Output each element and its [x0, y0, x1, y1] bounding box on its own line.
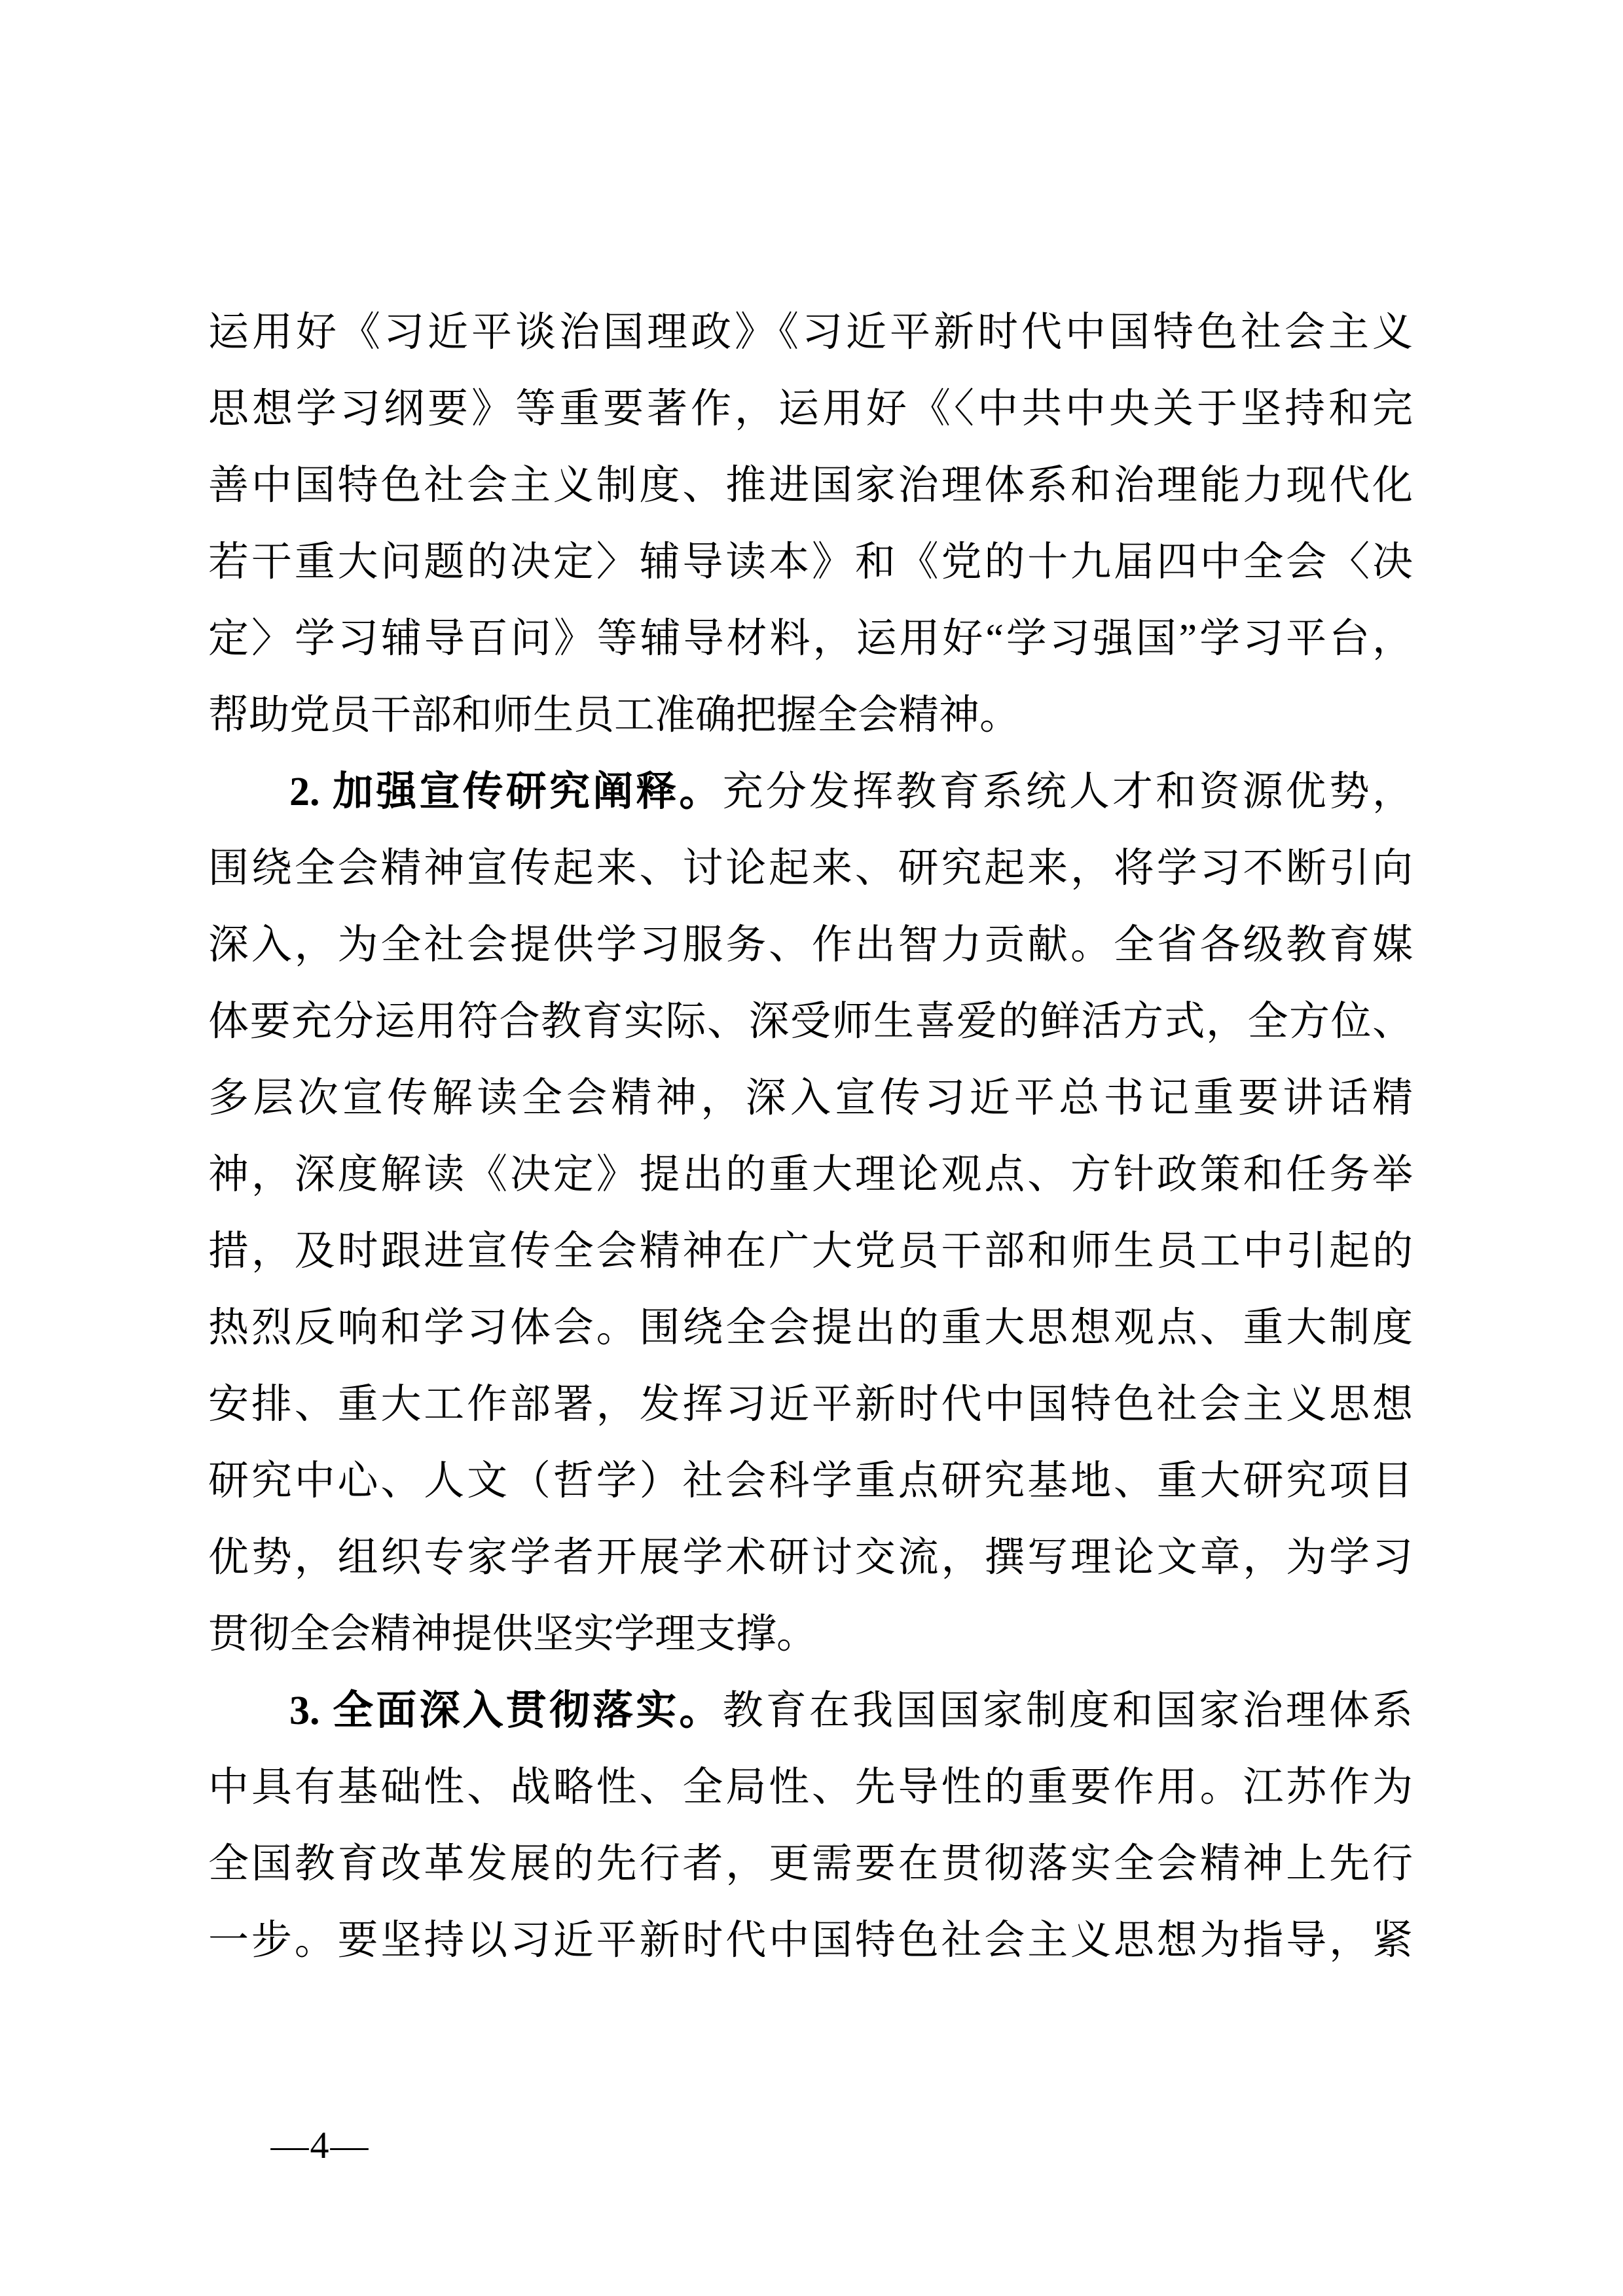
text-line: 若干重大问题的决定〉辅导读本》和《党的十九届四中全会〈决 [208, 540, 1413, 584]
paragraph [208, 754, 1413, 1673]
text-line: 安排、重大工作部署，发挥习近平新时代中国特色社会主义思想 [208, 1382, 1413, 1427]
paragraph [208, 295, 1413, 754]
document-body [208, 295, 1413, 1979]
text-line: 深入，为全社会提供学习服务、作出智力贡献。全省各级教育媒 [208, 923, 1413, 967]
text-line: 一步。要坚持以习近平新时代中国特色社会主义思想为指导，紧 [208, 1918, 1413, 1963]
text-line: 定〉学习辅导百问》等辅导材料，运用好“学习强国”学习平台， [208, 617, 1413, 661]
text-line: 贯彻全会精神提供坚实学理支撑。 [208, 1612, 818, 1657]
text-line: 全国教育改革发展的先行者，更需要在贯彻落实全会精神上先行 [208, 1842, 1413, 1886]
text-line: 多层次宣传解读全会精神，深入宣传习近平总书记重要讲话精 [208, 1076, 1413, 1121]
text-line: 围绕全会精神宣传起来、讨论起来、研究起来，将学习不断引向 [208, 846, 1413, 891]
text-line: 2. 加强宣传研究阐释。充分发挥教育系统人才和资源优势， [289, 770, 1413, 814]
paragraph-heading: 2. 加强宣传研究阐释。 [289, 770, 723, 814]
paragraph [208, 1673, 1413, 1979]
text-line: 思想学习纲要》等重要著作，运用好《〈中共中央关于坚持和完 [208, 387, 1413, 431]
text-line: 研究中心、人文（哲学）社会科学重点研究基地、重大研究项目 [208, 1459, 1413, 1503]
text-line: 运用好《习近平谈治国理政》《习近平新时代中国特色社会主义 [208, 310, 1413, 355]
text-line: 体要充分运用符合教育实际、深受师生喜爱的鲜活方式，全方位、 [208, 999, 1413, 1044]
text-line: 帮助党员干部和师生员工准确把握全会精神。 [208, 693, 1021, 738]
text-line: 热烈反响和学习体会。围绕全会提出的重大思想观点、重大制度 [208, 1306, 1413, 1350]
page-number: —4— [270, 2124, 370, 2166]
text-line: 善中国特色社会主义制度、推进国家治理体系和治理能力现代化 [208, 463, 1413, 508]
text-line: 措，及时跟进宣传全会精神在广大党员干部和师生员工中引起的 [208, 1229, 1413, 1274]
text-line: 神，深度解读《决定》提出的重大理论观点、方针政策和任务举 [208, 1153, 1413, 1197]
paragraph-heading: 3. 全面深入贯彻落实。 [289, 1689, 723, 1733]
text-line: 中具有基础性、战略性、全局性、先导性的重要作用。江苏作为 [208, 1765, 1413, 1810]
text-line: 3. 全面深入贯彻落实。教育在我国国家制度和国家治理体系 [289, 1689, 1413, 1733]
text-line: 优势，组织专家学者开展学术研讨交流，撰写理论文章，为学习 [208, 1535, 1413, 1580]
